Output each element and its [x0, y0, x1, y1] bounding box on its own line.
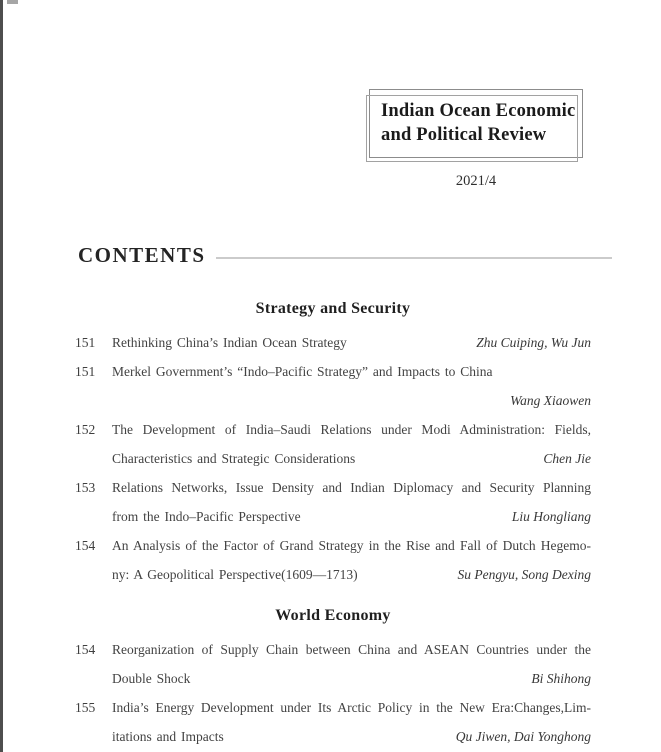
- toc-line: [75, 415, 591, 444]
- scan-edge-artifact: [0, 0, 3, 752]
- scan-notch-artifact: [7, 0, 18, 4]
- toc-line: [75, 531, 591, 560]
- page-number: 153: [75, 480, 96, 495]
- section-world-economy: [75, 601, 591, 751]
- journal-title-line2: and Political Review: [381, 125, 547, 146]
- entry-title: An Analysis of the Factor of Grand Strategy in the Rise and Fall of Dutch Hegemo-: [112, 538, 591, 553]
- page-number: 154: [75, 538, 96, 553]
- toc-line: [75, 444, 591, 473]
- entry-title-continued: itations and Impacts: [112, 729, 224, 744]
- toc-line: [75, 357, 591, 386]
- contents-heading: CONTENTS: [78, 243, 206, 267]
- entry-author: Bi Shihong: [531, 671, 591, 686]
- toc-line: [75, 560, 591, 589]
- entry-title: The Development of India–Saudi Relations under Modi Administration: Fields,: [112, 422, 591, 437]
- page-number: 155: [75, 700, 96, 715]
- page-number: 154: [75, 642, 96, 657]
- toc-line: [75, 722, 591, 751]
- toc-line: [75, 664, 591, 693]
- entry-title-continued: from the Indo–Pacific Perspective: [112, 509, 301, 524]
- section-strategy-and-security: [75, 294, 591, 589]
- entry-author: Su Pengyu, Song Dexing: [457, 567, 591, 582]
- toc-entry: [75, 693, 591, 751]
- toc-line: [75, 328, 591, 357]
- toc-entry: [75, 473, 591, 531]
- page-number: 151: [75, 364, 96, 379]
- contents-rule: [216, 257, 612, 259]
- toc-line: [75, 473, 591, 502]
- entry-author: Zhu Cuiping, Wu Jun: [476, 335, 591, 350]
- toc-line: [75, 386, 591, 415]
- entry-author: Wang Xiaowen: [510, 393, 591, 408]
- journal-title-box: [369, 89, 583, 158]
- table-of-contents: [75, 294, 591, 751]
- issue-number: 2021/4: [455, 172, 497, 189]
- contents-header: [78, 243, 612, 268]
- entry-title: Rethinking China’s Indian Ocean Strategy: [112, 335, 347, 350]
- toc-entry: [75, 328, 591, 357]
- journal-title-line1: Indian Ocean Economic: [381, 101, 576, 121]
- toc-entry: [75, 357, 591, 415]
- page-number: 151: [75, 335, 96, 350]
- toc-entry: [75, 415, 591, 473]
- entry-title-continued: Characteristics and Strategic Considerations: [112, 451, 356, 466]
- entry-title: Relations Networks, Issue Density and Indian Diplomacy and Security Planning: [112, 480, 591, 495]
- entry-title-continued: Double Shock: [112, 671, 191, 686]
- page-number: 152: [75, 422, 96, 437]
- toc-line: [75, 693, 591, 722]
- entry-title: India’s Energy Development under Its Arctic Policy in the New Era:Changes,Lim-: [112, 700, 591, 715]
- section-heading: World Economy: [275, 607, 391, 624]
- entry-title: Reorganization of Supply Chain between China and ASEAN Countries under the: [112, 642, 591, 657]
- entry-title: Merkel Government’s “Indo–Pacific Strategy” and Impacts to China: [112, 364, 493, 379]
- toc-entry: [75, 635, 591, 693]
- entry-author: Qu Jiwen, Dai Yonghong: [455, 729, 591, 744]
- toc-line: [75, 502, 591, 531]
- section-heading: Strategy and Security: [255, 300, 411, 317]
- toc-line: [75, 635, 591, 664]
- entry-author: Liu Hongliang: [511, 509, 591, 524]
- toc-entry: [75, 531, 591, 589]
- entry-author: Chen Jie: [543, 451, 591, 466]
- entry-title-continued: ny: A Geopolitical Perspective(1609—1713): [112, 567, 358, 582]
- masthead: [369, 89, 583, 190]
